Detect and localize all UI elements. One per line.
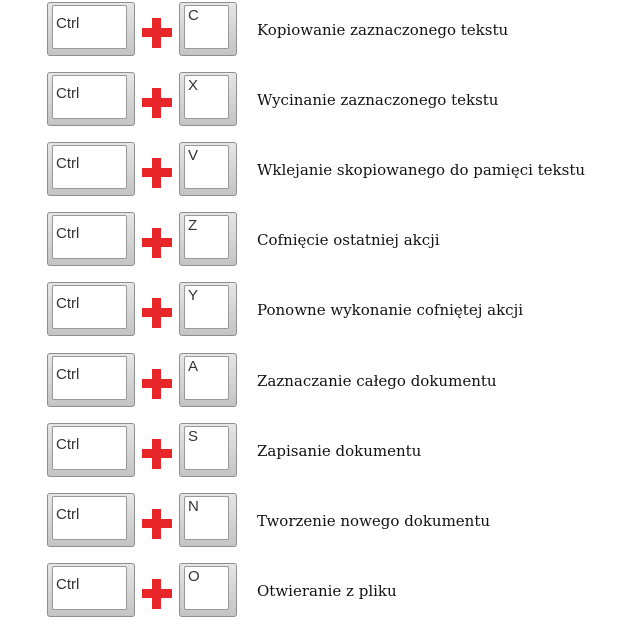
plus-icon	[142, 369, 172, 399]
plus-icon	[142, 509, 172, 539]
shortcut-row	[0, 0, 640, 62]
letter-key-label: A	[188, 358, 199, 375]
shortcut-row	[0, 561, 640, 623]
letter-key-label: O	[188, 568, 200, 585]
ctrl-key	[47, 212, 135, 266]
shortcut-description: Wklejanie skopiowanego do pamięci tekstu	[257, 161, 586, 179]
ctrl-key-label: Ctrl	[56, 366, 80, 383]
plus-icon	[142, 298, 172, 328]
letter-key	[179, 423, 237, 477]
shortcut-description: Wycinanie zaznaczonego tekstu	[257, 91, 499, 109]
shortcut-description: Zapisanie dokumentu	[257, 442, 422, 460]
shortcut-description: Kopiowanie zaznaczonego tekstu	[257, 21, 509, 39]
ctrl-key-label: Ctrl	[56, 295, 80, 312]
ctrl-key	[47, 72, 135, 126]
letter-key-label: V	[188, 147, 199, 164]
shortcut-row	[0, 491, 640, 553]
plus-icon	[142, 18, 172, 48]
ctrl-key	[47, 493, 135, 547]
letter-key	[179, 493, 237, 547]
shortcut-row	[0, 210, 640, 272]
ctrl-key	[47, 142, 135, 196]
plus-icon	[142, 228, 172, 258]
ctrl-key-label: Ctrl	[56, 15, 80, 32]
letter-key	[179, 212, 237, 266]
ctrl-key-label: Ctrl	[56, 85, 80, 102]
plus-icon	[142, 158, 172, 188]
letter-key-label: N	[188, 498, 199, 515]
shortcut-description: Cofnięcie ostatniej akcji	[257, 231, 440, 249]
ctrl-key	[47, 2, 135, 56]
shortcut-description: Ponowne wykonanie cofniętej akcji	[257, 301, 524, 319]
ctrl-key-label: Ctrl	[56, 155, 80, 172]
letter-key-label: Z	[188, 217, 198, 234]
shortcut-description: Zaznaczanie całego dokumentu	[257, 372, 497, 390]
letter-key-label: S	[188, 428, 199, 445]
letter-key	[179, 142, 237, 196]
ctrl-key	[47, 282, 135, 336]
shortcut-row	[0, 351, 640, 413]
shortcut-row	[0, 421, 640, 483]
letter-key	[179, 563, 237, 617]
letter-key	[179, 282, 237, 336]
ctrl-key-label: Ctrl	[56, 436, 80, 453]
shortcut-row	[0, 140, 640, 202]
letter-key-label: C	[188, 7, 199, 24]
letter-key	[179, 353, 237, 407]
ctrl-key-label: Ctrl	[56, 576, 80, 593]
plus-icon	[142, 579, 172, 609]
shortcut-description: Otwieranie z pliku	[257, 582, 397, 600]
shortcut-description: Tworzenie nowego dokumentu	[257, 512, 491, 530]
ctrl-key-label: Ctrl	[56, 506, 80, 523]
ctrl-key	[47, 423, 135, 477]
letter-key-label: Y	[188, 287, 199, 304]
shortcut-row	[0, 70, 640, 132]
letter-key	[179, 72, 237, 126]
plus-icon	[142, 439, 172, 469]
letter-key-label: X	[188, 77, 199, 94]
shortcut-row	[0, 280, 640, 342]
ctrl-key-label: Ctrl	[56, 225, 80, 242]
ctrl-key	[47, 563, 135, 617]
letter-key	[179, 2, 237, 56]
plus-icon	[142, 88, 172, 118]
ctrl-key	[47, 353, 135, 407]
